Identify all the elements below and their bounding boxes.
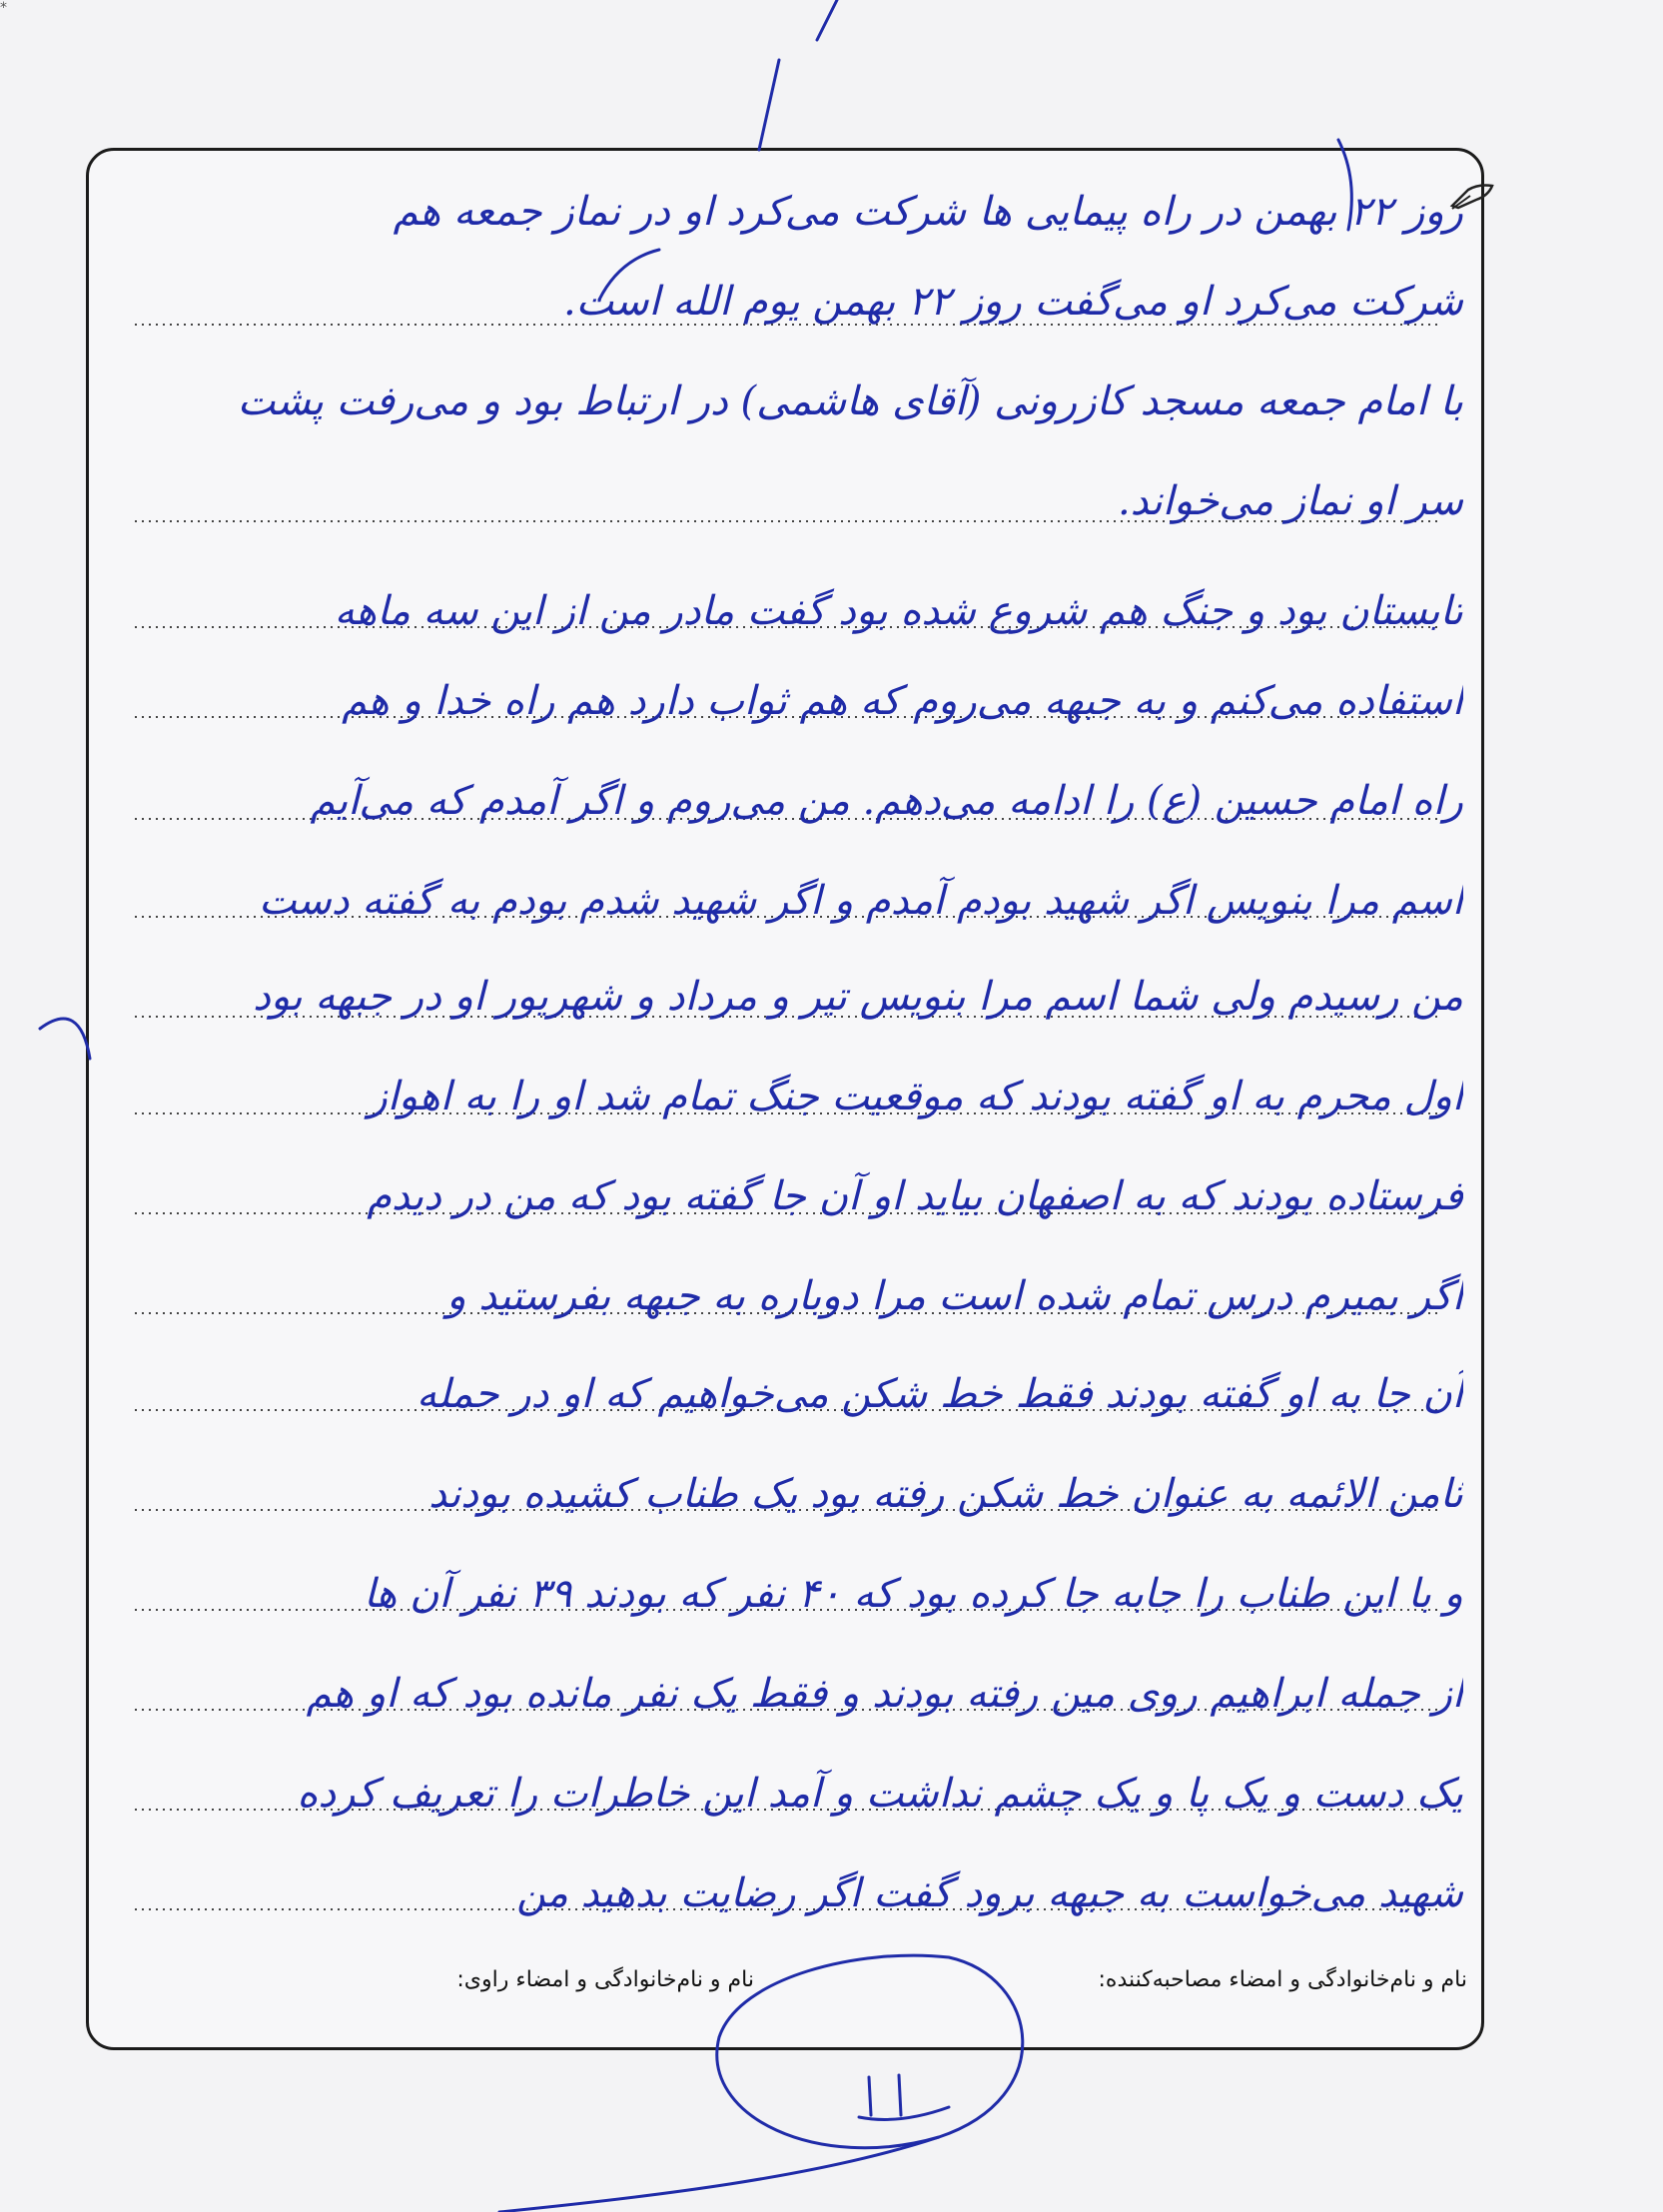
handwritten-line: و با این طناب را جابه جا کرده بود که ۴۰ نفر که بودند ۳۹ نفر آن ها xyxy=(364,1571,1463,1617)
handwritten-line: یک دست و یک پا و یک چشم نداشت و آمد این خاطرات را تعریف کرده xyxy=(297,1771,1463,1817)
handwritten-line: من رسیدم ولی شما اسم مرا بنویس تیر و مرداد و شهریور او در جبهه بود xyxy=(253,974,1463,1020)
handwritten-line: ثامن الائمه به عنوان خط شکن رفته بود یک طناب کشیده بودند xyxy=(428,1471,1463,1517)
handwritten-line: آن جا به او گفته بودند فقط خط شکن می‌خواهیم که او در حمله xyxy=(416,1371,1463,1417)
signature-tail xyxy=(499,2137,939,2212)
handwritten-line: شهید می‌خواست به جبهه برود گفت اگر رضایت بدهید من xyxy=(516,1870,1463,1916)
narrator-signature-label: نام و نام‌خانوادگی و امضاء راوی: xyxy=(456,1967,754,1992)
page-number-stroke xyxy=(859,2075,949,2119)
page-mark: * xyxy=(0,0,7,16)
page-number xyxy=(879,2057,880,2058)
handwritten-line: با امام جمعه مسجد کازرونی (آقای هاشمی) در ارتباط بود و می‌رفت پشت xyxy=(237,378,1463,424)
handwritten-line: اگر بمیرم درس تمام شده است مرا دوباره به جبهه بفرستید و xyxy=(446,1273,1463,1319)
handwritten-line: از جمله ابراهیم روی مین رفته بودند و فقط یک نفر مانده بود که او هم xyxy=(306,1671,1463,1717)
handwritten-line: فرستاده بودند که به اصفهان بیاید او آن جا گفته بود که من در دیدم xyxy=(367,1173,1463,1219)
pen-stroke xyxy=(759,60,779,150)
handwritten-line: روز ۲۲ بهمن در راه پیمایی ها شرکت می‌کرد او در نماز جمعه هم xyxy=(393,189,1463,235)
handwritten-line: اسم مرا بنویس اگر شهید بودم آمدم و اگر شهید شدم بودم به گفته دست xyxy=(259,878,1463,924)
handwritten-line: تابستان بود و جنگ هم شروع شده بود گفت مادر من از این سه ماهه xyxy=(334,588,1463,634)
interviewer-signature-label: نام و نام‌خانوادگی و امضاء مصاحبه‌کننده: xyxy=(1098,1967,1467,1992)
handwritten-line: راه امام حسین (ع) را ادامه می‌دهم. من می‌روم و اگر آمدم که می‌آیم xyxy=(310,778,1463,824)
handwritten-line: اول محرم به او گفته بودند که موقعیت جنگ تمام شد او را به اهواز xyxy=(368,1074,1463,1119)
pen-stroke xyxy=(40,1019,90,1059)
handwritten-line: سر او نماز می‌خواند. xyxy=(1117,478,1463,524)
handwritten-line: شرکت می‌کرد او می‌گفت روز ۲۲ بهمن یوم الله است. xyxy=(562,279,1463,325)
handwritten-line: استفاده می‌کنم و به جبهه می‌روم که هم ثواب دارد هم راه خدا و هم xyxy=(342,678,1463,724)
pen-stroke xyxy=(817,0,837,40)
